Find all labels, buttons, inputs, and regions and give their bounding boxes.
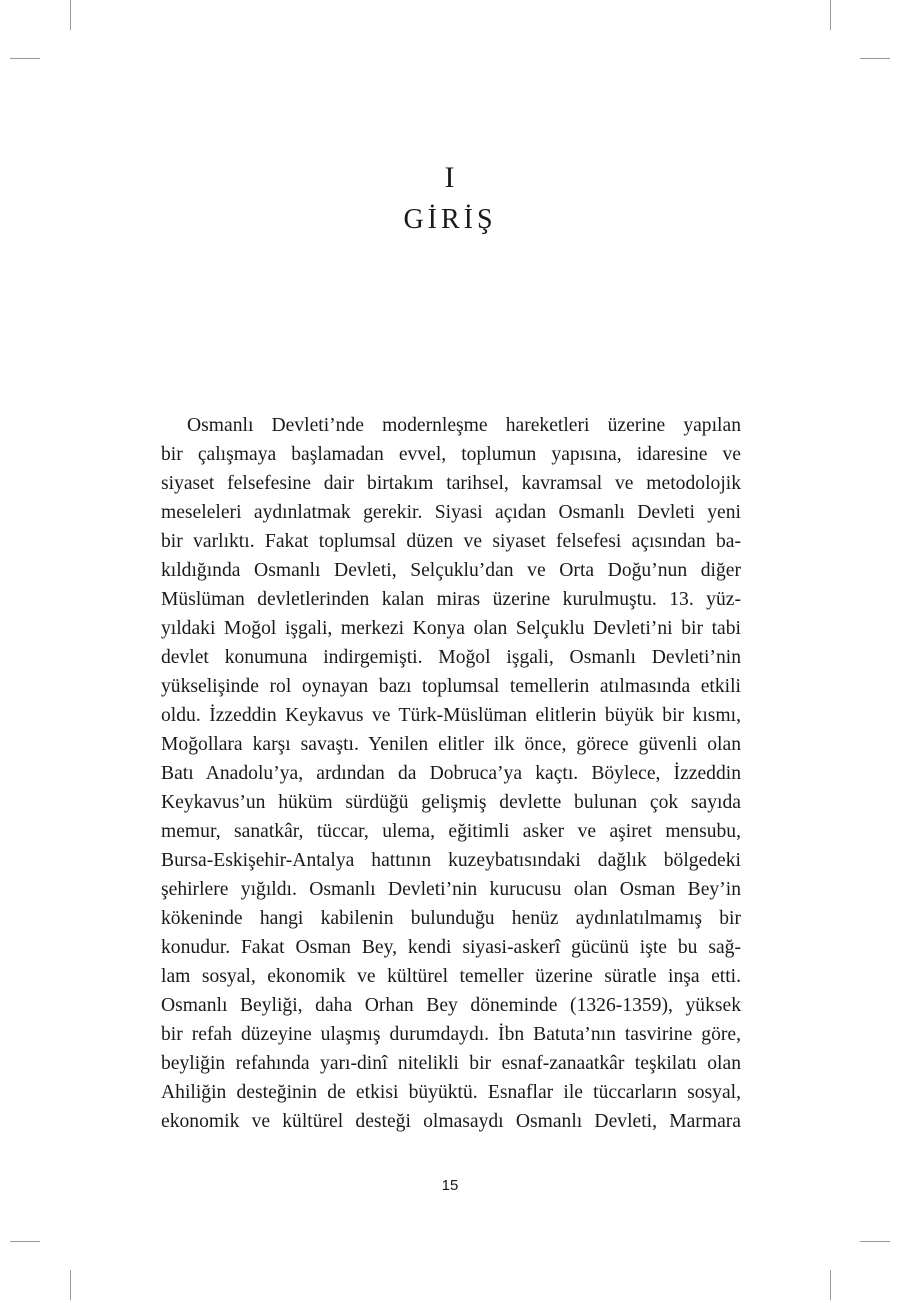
text-line: Ahiliğin desteğinin de etkisi büyüktü. Esnaflar ile tüccarların sosyal, [161,1082,741,1103]
text-line: bir varlıktı. Fakat toplumsal düzen ve siyaset felsefesi açısından ba- [161,531,741,552]
text-line: Bursa-Eskişehir-Antalya hattının kuzeybatısındaki dağlık bölgedeki [161,850,741,871]
text-line: meseleleri aydınlatmak gerekir. Siyasi açıdan Osmanlı Devleti yeni [161,502,741,523]
crop-mark-top-right [830,0,831,30]
page-number: 15 [441,1177,459,1194]
crop-mark-left-upper [10,58,40,59]
chapter-title: GİRİŞ [403,204,497,235]
text-line: yükselişinde rol oynayan bazı toplumsal temellerin atılmasında etkili [161,676,741,697]
crop-mark-bottom-left [70,1270,71,1300]
text-line: Osmanlı Devleti’nde modernleşme hareketleri üzerine yapılan [187,415,741,436]
chapter-number: I [444,161,456,194]
text-line: Osmanlı Beyliği, daha Orhan Bey döneminde (1326-1359), yüksek [161,995,741,1016]
text-line: bir çalışmaya başlamadan evvel, toplumun yapısına, idaresine ve [161,444,741,465]
crop-mark-bottom-right [830,1270,831,1300]
text-line: konudur. Fakat Osman Bey, kendi siyasi-askerî gücünü işte bu sağ- [161,937,741,958]
crop-mark-right-lower [860,1241,890,1242]
text-line: oldu. İzzeddin Keykavus ve Türk-Müslüman elitlerin büyük bir kısmı, [161,705,741,726]
text-line: Müslüman devletlerinden kalan miras üzerine kurulmuştu. 13. yüz- [161,589,741,610]
text-line: ekonomik ve kültürel desteği olmasaydı Osmanlı Devleti, Marmara [161,1111,741,1132]
crop-mark-top-left [70,0,71,30]
text-line: devlet konumuna indirgemişti. Moğol işgali, Osmanlı Devleti’nin [161,647,741,668]
text-line: Keykavus’un hüküm sürdüğü gelişmiş devlette bulunan çok sayıda [161,792,741,813]
text-line: kıldığında Osmanlı Devleti, Selçuklu’dan ve Orta Doğu’nun diğer [161,560,741,581]
text-line: bir refah düzeyine ulaşmış durumdaydı. İbn Batuta’nın tasvirine göre, [161,1024,741,1045]
text-line: Batı Anadolu’ya, ardından da Dobruca’ya kaçtı. Böylece, İzzeddin [161,763,741,784]
text-line: beyliğin refahında yarı-dinî nitelikli bir esnaf-zanaatkâr teşkilatı olan [161,1053,741,1074]
crop-mark-left-lower [10,1241,40,1242]
text-line: siyaset felsefesine dair birtakım tarihsel, kavramsal ve metodolojik [161,473,741,494]
crop-mark-right-upper [860,58,890,59]
text-line: kökeninde hangi kabilenin bulunduğu henüz aydınlatılmamış bir [161,908,741,929]
text-line: memur, sanatkâr, tüccar, ulema, eğitimli asker ve aşiret mensubu, [161,821,741,842]
body-paragraph [161,411,741,1136]
text-line: Moğollara karşı savaştı. Yenilen elitler ilk önce, görece güvenli olan [161,734,741,755]
text-line: şehirlere yığıldı. Osmanlı Devleti’nin kurucusu olan Osman Bey’in [161,879,741,900]
text-line: yıldaki Moğol işgali, merkezi Konya olan Selçuklu Devleti’ni bir tabi [161,618,741,639]
text-line: lam sosyal, ekonomik ve kültürel temeller üzerine süratle inşa etti. [161,966,741,987]
